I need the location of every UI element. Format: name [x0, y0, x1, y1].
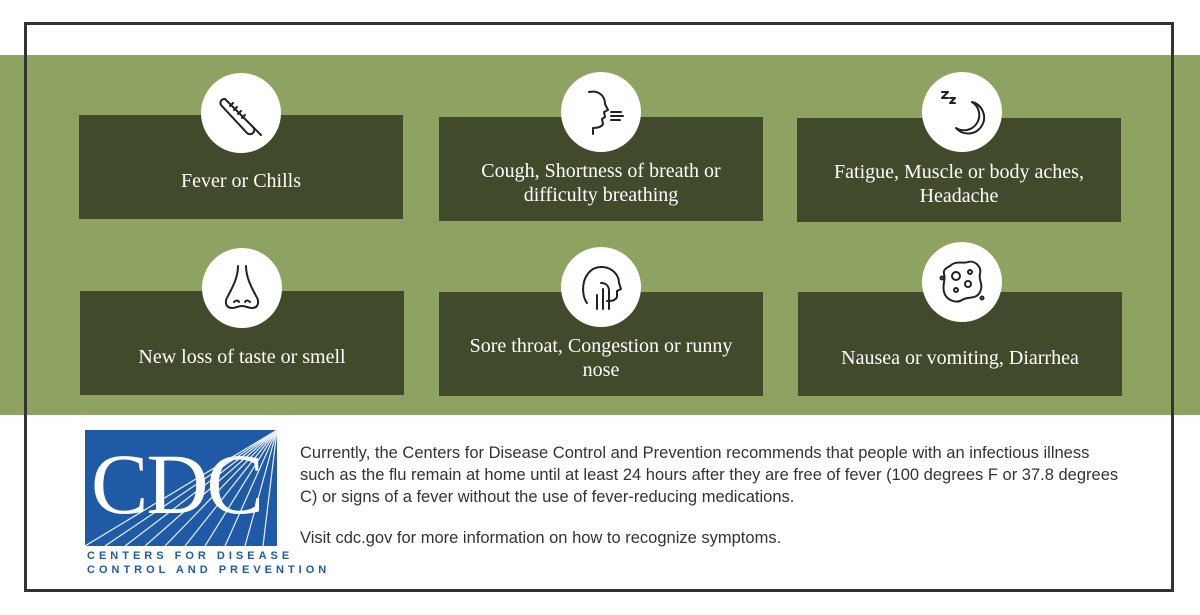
throat-icon	[561, 247, 641, 327]
nose-icon	[202, 248, 282, 328]
moon-sleep-icon	[922, 72, 1002, 152]
symptom-label: Fatigue, Muscle or body aches, Headache	[834, 161, 1084, 207]
symptom-label: Fever or Chills	[181, 170, 301, 192]
cdc-logo	[85, 430, 331, 578]
info-text	[300, 442, 1120, 568]
symptom-label: Sore throat, Congestion or runny nose	[469, 335, 733, 381]
symptom-label: Nausea or vomiting, Diarrhea	[841, 347, 1079, 369]
info-paragraph-2: Visit cdc.gov for more information on how to recognize symptoms.	[300, 529, 782, 547]
symptom-label: Cough, Shortness of breath or difficulty breathing	[481, 160, 721, 206]
cdc-acronym: CDC	[91, 436, 262, 532]
symptom-label: New loss of taste or smell	[138, 346, 346, 368]
cdc-logo-mark	[85, 430, 277, 546]
cough-icon	[561, 72, 641, 152]
cdc-line1: CENTERS FOR DISEASE	[87, 550, 294, 562]
cdc-line2: CONTROL AND PREVENTION	[87, 564, 331, 576]
germ-icon	[922, 242, 1002, 322]
info-paragraph-1: Currently, the Centers for Disease Control and Prevention recommends that people with an infectious illness such as the flu remain at home until at least 24 hours after they are free of fever (100 degrees F or 37.8 degrees C) or signs of a fever without the use of fever-reducing medications.	[300, 444, 1119, 506]
thermometer-icon	[201, 73, 281, 153]
